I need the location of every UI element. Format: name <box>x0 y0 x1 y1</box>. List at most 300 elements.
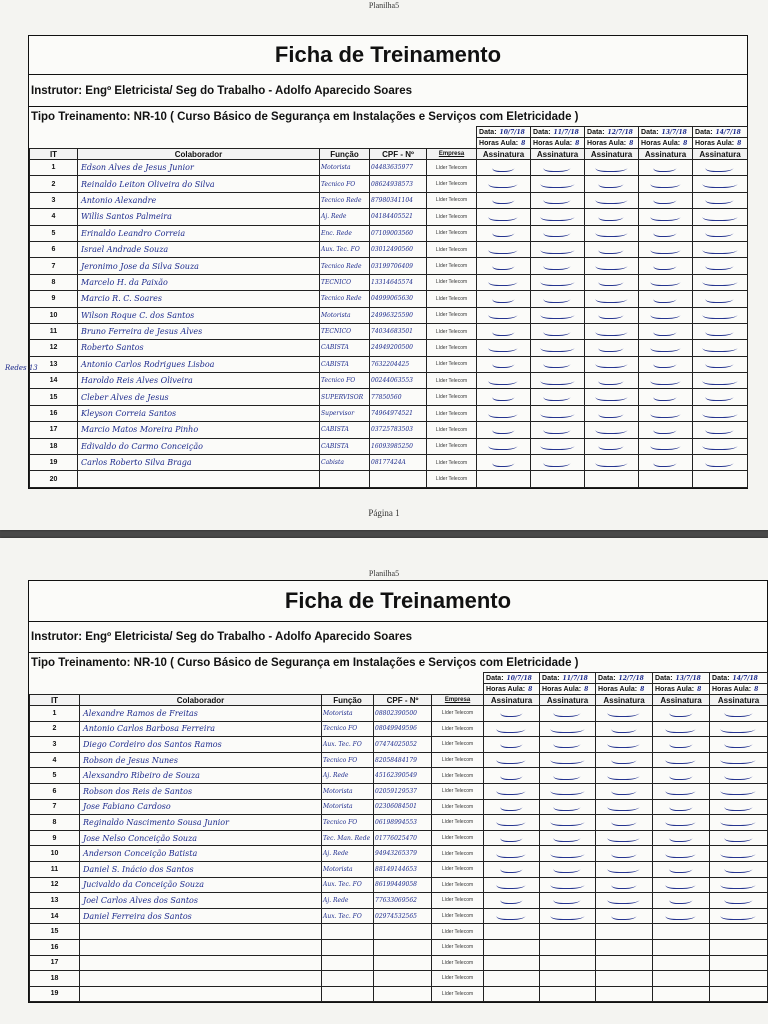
signature-cell[interactable] <box>477 241 531 257</box>
signature-scribble <box>668 894 695 904</box>
signature-cell[interactable] <box>531 307 585 323</box>
signature-cell[interactable] <box>585 192 639 208</box>
signature-scribble <box>549 723 587 733</box>
signature-cell[interactable] <box>710 783 768 799</box>
collaborator-name: Diego Cordeiro dos Santos Ramos <box>80 737 322 753</box>
signature-cell[interactable] <box>540 939 596 955</box>
signature-cell[interactable] <box>710 939 768 955</box>
date-value: 12/7/18 <box>607 128 633 136</box>
signature-cell[interactable] <box>639 225 693 241</box>
row-number: 2 <box>30 176 78 192</box>
session-date <box>585 127 639 138</box>
signature-cell[interactable] <box>653 893 710 909</box>
collaborator-name: Antonio Carlos Barbosa Ferreira <box>80 721 322 737</box>
collaborator-name: Joel Carlos Alves dos Santos <box>80 893 322 909</box>
signature-cell[interactable] <box>639 438 693 454</box>
signature-scribble <box>597 408 626 418</box>
signature-cell[interactable] <box>653 955 710 971</box>
collaborator-name: Anderson Conceição Batista <box>80 846 322 862</box>
signature-cell[interactable] <box>710 737 768 753</box>
signature-cell[interactable] <box>653 768 710 784</box>
signature-scribble <box>491 293 517 303</box>
signature-scribble <box>495 754 528 764</box>
signature-cell[interactable] <box>596 908 653 924</box>
signature-cell[interactable] <box>585 160 639 176</box>
signature-cell[interactable] <box>484 815 540 831</box>
table-row <box>30 908 768 924</box>
company-name: Líder Telecom <box>432 986 484 1002</box>
collaborator-name: Cleber Alves de Jesus <box>78 389 320 405</box>
collaborator-name: Marcelo H. da Paixão <box>78 274 320 290</box>
signature-cell[interactable] <box>585 340 639 356</box>
table-row <box>30 877 768 893</box>
company-name: Líder Telecom <box>427 258 477 274</box>
signature-cell[interactable] <box>531 225 585 241</box>
empresa-header: Empresa <box>432 695 484 706</box>
signature-cell[interactable] <box>639 356 693 372</box>
signature-cell[interactable] <box>639 241 693 257</box>
signature-cell[interactable] <box>653 737 710 753</box>
signature-cell[interactable] <box>477 192 531 208</box>
signature-cell[interactable] <box>477 307 531 323</box>
signature-cell[interactable] <box>484 721 540 737</box>
cpf-number: 06198994553 <box>374 815 432 831</box>
training-type-line: Tipo Treinamento: NR-10 ( Curso Básico de Segurança em Instalações e Serviços com Eletricidade ) <box>31 110 579 123</box>
job-function: Aux. Tec. FO <box>322 877 374 893</box>
signature-cell[interactable] <box>585 225 639 241</box>
cpf-number: 03012490560 <box>370 241 427 257</box>
signature-cell[interactable] <box>596 924 653 940</box>
signature-cell[interactable] <box>693 291 748 307</box>
signature-cell[interactable] <box>477 209 531 225</box>
signature-cell[interactable] <box>710 752 768 768</box>
signature-scribble <box>649 440 683 450</box>
signature-cell[interactable] <box>710 877 768 893</box>
signature-scribble <box>652 194 679 204</box>
signature-cell[interactable] <box>477 389 531 405</box>
signature-scribble <box>701 342 740 352</box>
signature-scribble <box>668 863 695 873</box>
signature-cell[interactable] <box>585 176 639 192</box>
signature-cell[interactable] <box>540 971 596 987</box>
signature-cell[interactable] <box>596 737 653 753</box>
signature-cell[interactable] <box>639 209 693 225</box>
signature-cell[interactable] <box>477 225 531 241</box>
signature-cell[interactable] <box>693 258 748 274</box>
signature-cell[interactable] <box>540 721 596 737</box>
it-header: IT <box>30 149 78 160</box>
signature-cell[interactable] <box>596 752 653 768</box>
signature-cell[interactable] <box>484 939 540 955</box>
signature-cell[interactable] <box>531 455 585 471</box>
table-row <box>30 373 748 389</box>
signature-cell[interactable] <box>710 799 768 815</box>
cpf-number: 03199706409 <box>370 258 427 274</box>
date-label: Data: <box>486 674 504 682</box>
signature-cell[interactable] <box>540 706 596 722</box>
signature-cell[interactable] <box>585 455 639 471</box>
signature-cell[interactable] <box>484 971 540 987</box>
signature-cell[interactable] <box>653 752 710 768</box>
signature-cell[interactable] <box>693 405 748 421</box>
signature-cell[interactable] <box>710 893 768 909</box>
signature-cell[interactable] <box>540 924 596 940</box>
signature-cell[interactable] <box>531 323 585 339</box>
signature-cell[interactable] <box>596 846 653 862</box>
signature-cell[interactable] <box>585 438 639 454</box>
signature-cell[interactable] <box>540 908 596 924</box>
signature-cell[interactable] <box>639 176 693 192</box>
signature-cell[interactable] <box>596 971 653 987</box>
instructor-line: Instrutor: Engº Eletricista/ Seg do Trabalho - Adolfo Aparecido Soares <box>29 622 767 653</box>
signature-scribble <box>649 211 683 221</box>
signature-cell[interactable] <box>540 799 596 815</box>
cpf-number: 08624938573 <box>370 176 427 192</box>
signature-cell[interactable] <box>653 706 710 722</box>
signature-cell[interactable] <box>639 389 693 405</box>
signature-cell[interactable] <box>639 340 693 356</box>
signature-cell[interactable] <box>477 291 531 307</box>
signature-cell[interactable] <box>710 706 768 722</box>
signature-cell[interactable] <box>596 830 653 846</box>
signature-cell[interactable] <box>531 389 585 405</box>
signature-cell[interactable] <box>484 783 540 799</box>
signature-cell[interactable] <box>477 438 531 454</box>
form-title: Ficha de Treinamento <box>29 36 747 75</box>
signature-cell[interactable] <box>653 799 710 815</box>
signature-cell[interactable] <box>710 768 768 784</box>
signature-cell[interactable] <box>585 209 639 225</box>
signature-cell[interactable] <box>531 258 585 274</box>
header-row <box>30 149 748 160</box>
signature-cell[interactable] <box>477 340 531 356</box>
signature-cell[interactable] <box>653 877 710 893</box>
collaborator-name: Jose Fabiano Cardoso <box>80 799 322 815</box>
signature-cell[interactable] <box>693 192 748 208</box>
signature-cell[interactable] <box>710 861 768 877</box>
signature-cell[interactable] <box>531 160 585 176</box>
signature-cell[interactable] <box>585 373 639 389</box>
signature-cell[interactable] <box>540 830 596 846</box>
signature-cell[interactable] <box>540 846 596 862</box>
collaborator-name: Edivaldo do Carmo Conceição <box>78 438 320 454</box>
date-label: Data: <box>641 128 659 136</box>
signature-cell[interactable] <box>484 830 540 846</box>
signature-cell[interactable] <box>484 768 540 784</box>
signature-cell[interactable] <box>531 438 585 454</box>
signature-cell[interactable] <box>710 955 768 971</box>
signature-cell[interactable] <box>710 846 768 862</box>
signature-cell[interactable] <box>693 176 748 192</box>
signature-cell[interactable] <box>585 258 639 274</box>
signature-cell[interactable] <box>639 274 693 290</box>
signature-cell[interactable] <box>484 799 540 815</box>
signature-cell[interactable] <box>693 225 748 241</box>
signature-cell[interactable] <box>585 241 639 257</box>
signature-cell[interactable] <box>585 274 639 290</box>
signature-cell[interactable] <box>540 861 596 877</box>
signature-cell[interactable] <box>585 405 639 421</box>
job-function: Tecnico FO <box>320 373 370 389</box>
signature-scribble <box>487 440 520 450</box>
signature-cell[interactable] <box>710 830 768 846</box>
cpf-number: 74034683501 <box>370 323 427 339</box>
signature-cell[interactable] <box>693 340 748 356</box>
signature-scribble <box>704 162 736 172</box>
signature-cell[interactable] <box>540 893 596 909</box>
signature-cell[interactable] <box>653 815 710 831</box>
signature-scribble <box>664 785 698 795</box>
signature-cell[interactable] <box>693 455 748 471</box>
signature-scribble <box>668 707 695 717</box>
signature-cell[interactable] <box>531 373 585 389</box>
signature-cell[interactable] <box>585 307 639 323</box>
signature-cell[interactable] <box>693 241 748 257</box>
signature-cell[interactable] <box>484 737 540 753</box>
signature-cell[interactable] <box>540 815 596 831</box>
signature-cell[interactable] <box>477 356 531 372</box>
signature-scribble <box>594 391 630 401</box>
signature-cell[interactable] <box>484 752 540 768</box>
collaborator-name <box>80 955 322 971</box>
signature-cell[interactable] <box>693 373 748 389</box>
signature-scribble <box>549 848 587 858</box>
signature-cell[interactable] <box>540 737 596 753</box>
company-name: Líder Telecom <box>427 225 477 241</box>
table-row <box>30 455 748 471</box>
signature-cell[interactable] <box>531 422 585 438</box>
signature-cell[interactable] <box>639 405 693 421</box>
row-number: 7 <box>30 258 78 274</box>
signature-scribble <box>542 162 573 172</box>
signature-cell[interactable] <box>540 986 596 1002</box>
signature-cell[interactable] <box>693 389 748 405</box>
table-row <box>30 924 768 940</box>
company-name: Líder Telecom <box>432 971 484 987</box>
signature-cell[interactable] <box>653 939 710 955</box>
signature-cell[interactable] <box>477 176 531 192</box>
signature-cell[interactable] <box>477 405 531 421</box>
signature-cell[interactable] <box>531 209 585 225</box>
signature-cell[interactable] <box>693 323 748 339</box>
signature-cell[interactable] <box>596 783 653 799</box>
signature-cell[interactable] <box>596 721 653 737</box>
signature-cell[interactable] <box>477 373 531 389</box>
hours-label: Horas Aula: <box>598 685 638 693</box>
signature-cell[interactable] <box>596 986 653 1002</box>
signature-cell[interactable] <box>596 815 653 831</box>
signature-cell[interactable] <box>531 340 585 356</box>
signature-cell[interactable] <box>540 955 596 971</box>
signature-cell[interactable] <box>639 291 693 307</box>
signature-scribble <box>542 358 573 368</box>
session-hours <box>585 138 639 149</box>
table-row <box>30 986 768 1002</box>
signature-cell[interactable] <box>531 471 585 487</box>
signature-cell[interactable] <box>653 861 710 877</box>
assinatura-header: Assinatura <box>596 695 653 706</box>
row-number: 16 <box>30 939 80 955</box>
signature-cell[interactable] <box>710 815 768 831</box>
signature-cell[interactable] <box>710 986 768 1002</box>
signature-cell[interactable] <box>540 877 596 893</box>
signature-cell[interactable] <box>484 706 540 722</box>
signature-cell[interactable] <box>653 971 710 987</box>
signature-cell[interactable] <box>596 939 653 955</box>
signature-cell[interactable] <box>531 192 585 208</box>
signature-cell[interactable] <box>585 291 639 307</box>
signature-cell[interactable] <box>639 323 693 339</box>
cpf-number: 07109003560 <box>370 225 427 241</box>
table-row <box>30 706 768 722</box>
signature-cell[interactable] <box>710 971 768 987</box>
signature-cell[interactable] <box>540 783 596 799</box>
signature-cell[interactable] <box>484 846 540 862</box>
table-row <box>30 846 768 862</box>
signature-cell[interactable] <box>484 955 540 971</box>
cpf-number: 24949200500 <box>370 340 427 356</box>
signature-cell[interactable] <box>477 258 531 274</box>
signature-cell[interactable] <box>639 373 693 389</box>
signature-cell[interactable] <box>653 924 710 940</box>
company-name: Líder Telecom <box>432 737 484 753</box>
hours-value: 8 <box>697 685 702 693</box>
signature-cell[interactable] <box>484 924 540 940</box>
signature-cell[interactable] <box>653 986 710 1002</box>
signature-cell[interactable] <box>710 721 768 737</box>
signature-cell[interactable] <box>540 752 596 768</box>
signature-cell[interactable] <box>585 323 639 339</box>
signature-cell[interactable] <box>531 176 585 192</box>
signature-cell[interactable] <box>596 955 653 971</box>
table-row <box>30 752 768 768</box>
signature-cell[interactable] <box>653 830 710 846</box>
row-number: 9 <box>30 830 80 846</box>
signature-cell[interactable] <box>693 274 748 290</box>
job-function <box>322 939 374 955</box>
signature-cell[interactable] <box>710 924 768 940</box>
signature-scribble <box>610 723 639 733</box>
signature-scribble <box>652 391 679 401</box>
table-row <box>30 405 748 421</box>
signature-cell[interactable] <box>484 877 540 893</box>
session-date <box>540 673 596 684</box>
signature-cell[interactable] <box>477 160 531 176</box>
job-function <box>322 971 374 987</box>
company-name: Líder Telecom <box>427 373 477 389</box>
cpf-number: 24996325590 <box>370 307 427 323</box>
signature-cell[interactable] <box>639 422 693 438</box>
signature-cell[interactable] <box>596 861 653 877</box>
hours-value: 8 <box>754 685 759 693</box>
signature-cell[interactable] <box>639 192 693 208</box>
signature-cell[interactable] <box>693 471 748 487</box>
signature-cell[interactable] <box>639 471 693 487</box>
signature-cell[interactable] <box>693 438 748 454</box>
signature-cell[interactable] <box>710 908 768 924</box>
signature-cell[interactable] <box>693 356 748 372</box>
table-row <box>30 893 768 909</box>
cpf-number <box>374 939 432 955</box>
signature-cell[interactable] <box>477 422 531 438</box>
company-name: Líder Telecom <box>432 799 484 815</box>
signature-cell[interactable] <box>531 241 585 257</box>
cpf-number <box>374 986 432 1002</box>
row-number: 7 <box>30 799 80 815</box>
assinatura-header: Assinatura <box>531 149 585 160</box>
signature-cell[interactable] <box>653 783 710 799</box>
signature-cell[interactable] <box>596 799 653 815</box>
signature-cell[interactable] <box>531 405 585 421</box>
signature-cell[interactable] <box>653 721 710 737</box>
signature-cell[interactable] <box>477 274 531 290</box>
signature-cell[interactable] <box>639 160 693 176</box>
signature-scribble <box>594 293 630 303</box>
company-name: Líder Telecom <box>427 356 477 372</box>
row-number: 10 <box>30 846 80 862</box>
company-name: Líder Telecom <box>432 924 484 940</box>
signature-cell[interactable] <box>596 893 653 909</box>
signature-scribble <box>597 309 626 319</box>
cpf-number: 03725783503 <box>370 422 427 438</box>
signature-scribble <box>597 244 626 254</box>
signature-cell[interactable] <box>596 877 653 893</box>
signature-cell[interactable] <box>693 307 748 323</box>
signature-cell[interactable] <box>639 307 693 323</box>
collaborator-name: Reinaldo Leiton Oliveira do Silva <box>78 176 320 192</box>
signature-scribble <box>487 342 520 352</box>
signature-cell[interactable] <box>596 706 653 722</box>
signature-scribble <box>649 309 683 319</box>
signature-cell[interactable] <box>585 422 639 438</box>
signature-cell[interactable] <box>585 471 639 487</box>
signature-cell[interactable] <box>693 160 748 176</box>
signature-cell[interactable] <box>484 908 540 924</box>
signature-cell[interactable] <box>477 471 531 487</box>
session-hours <box>484 684 540 695</box>
signature-cell[interactable] <box>477 323 531 339</box>
signature-scribble <box>704 293 736 303</box>
company-name: Líder Telecom <box>432 830 484 846</box>
signature-cell[interactable] <box>653 846 710 862</box>
signature-scribble <box>701 440 740 450</box>
signature-cell[interactable] <box>531 291 585 307</box>
signature-scribble <box>539 408 577 418</box>
signature-scribble <box>539 342 577 352</box>
signature-cell[interactable] <box>540 768 596 784</box>
signature-cell[interactable] <box>693 422 748 438</box>
signature-scribble <box>652 227 679 237</box>
signature-cell[interactable] <box>639 258 693 274</box>
job-function: CABISTA <box>320 340 370 356</box>
signature-cell[interactable] <box>484 861 540 877</box>
signature-cell[interactable] <box>477 455 531 471</box>
signature-cell[interactable] <box>531 356 585 372</box>
signature-cell[interactable] <box>531 274 585 290</box>
signature-cell[interactable] <box>585 356 639 372</box>
job-function: TECNICO <box>320 323 370 339</box>
page-number: Página 1 <box>368 508 400 518</box>
signature-cell[interactable] <box>653 908 710 924</box>
cpf-number: 45162390549 <box>374 768 432 784</box>
signature-cell[interactable] <box>693 209 748 225</box>
signature-cell[interactable] <box>596 768 653 784</box>
signature-cell[interactable] <box>484 893 540 909</box>
signature-cell[interactable] <box>639 455 693 471</box>
collaborator-name: Carlos Roberto Silva Braga <box>78 455 320 471</box>
signature-cell[interactable] <box>585 389 639 405</box>
signature-cell[interactable] <box>484 986 540 1002</box>
